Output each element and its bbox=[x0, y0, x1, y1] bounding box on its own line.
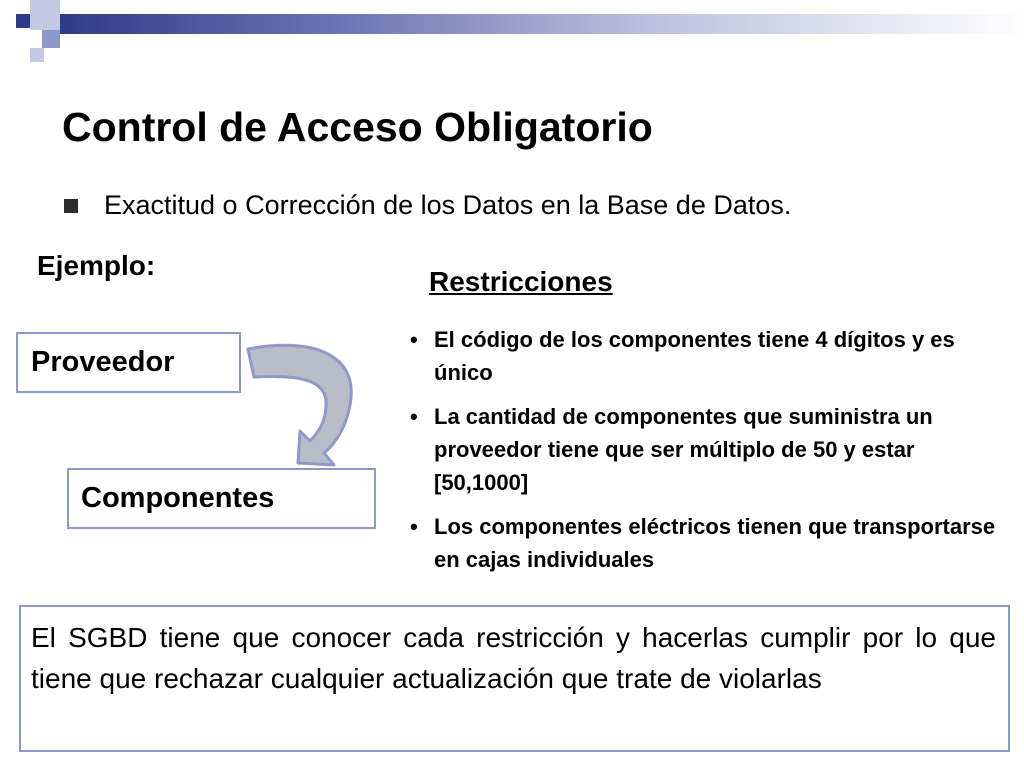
main-bullet bbox=[64, 190, 791, 221]
slide-title: Control de Acceso Obligatorio bbox=[62, 104, 653, 150]
note-text: El SGBD tiene que conocer cada restricción y hacerlas cumplir por lo que tiene que rechazar cualquier actualización que trate de violarlas bbox=[31, 622, 996, 694]
restrictions-title: Restricciones bbox=[429, 266, 613, 297]
restriction-item bbox=[410, 510, 1000, 576]
restriction-text: El código de los componentes tiene 4 dígitos y es único bbox=[434, 327, 955, 385]
bullet-dot-icon: • bbox=[410, 327, 418, 352]
restrictions-list bbox=[410, 323, 1000, 587]
restriction-text: Los componentes eléctricos tienen que transportarse en cajas individuales bbox=[434, 514, 996, 572]
header-square-dark bbox=[16, 14, 30, 28]
entity-label-componentes: Componentes bbox=[81, 482, 275, 514]
example-label: Ejemplo: bbox=[37, 250, 156, 281]
square-bullet-icon bbox=[64, 199, 78, 213]
header-gradient-bar bbox=[60, 14, 1024, 34]
note-box bbox=[19, 605, 1010, 752]
bullet-dot-icon: • bbox=[410, 404, 418, 429]
main-bullet-text: Exactitud o Corrección de los Datos en la Base de Datos. bbox=[104, 190, 792, 220]
restriction-item bbox=[410, 323, 1000, 389]
entity-box-componentes bbox=[67, 468, 376, 529]
header-square-light-lower bbox=[30, 48, 44, 62]
header-decoration bbox=[0, 0, 1024, 64]
bullet-dot-icon: • bbox=[410, 514, 418, 539]
restriction-item bbox=[410, 400, 1000, 499]
restriction-text: La cantidad de componentes que suministra un proveedor tiene que ser múltiplo de 50 y estar [50,1000] bbox=[434, 404, 933, 495]
curved-arrow-icon bbox=[240, 335, 370, 475]
curved-arrow-shape bbox=[248, 345, 351, 465]
header-square-mid bbox=[42, 30, 60, 48]
entity-label-proveedor: Proveedor bbox=[31, 346, 175, 378]
header-square-light bbox=[30, 0, 60, 30]
entity-box-proveedor bbox=[16, 332, 241, 393]
